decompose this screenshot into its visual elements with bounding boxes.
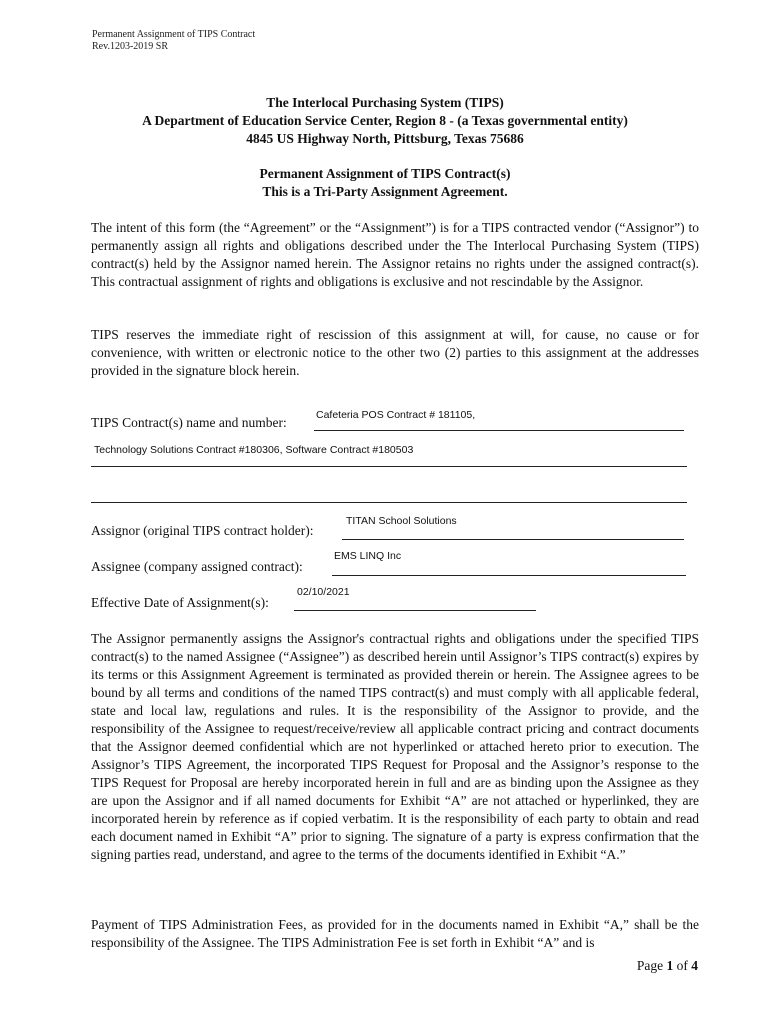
assignee-line — [332, 575, 686, 576]
org-department: A Department of Education Service Center, Region 8 - (a Texas governmental entity) — [142, 113, 628, 128]
doc-title: Permanent Assignment of TIPS Contract(s) — [259, 166, 511, 181]
assignee-value[interactable]: EMS LINQ Inc — [334, 550, 402, 562]
header-revision: Rev.1203-2019 SR — [92, 41, 169, 52]
rescission-paragraph: TIPS reserves the immediate right of rescission of this assignment at will, for cause, no cause or for convenience, with written or electronic notice to the other two (2) parties to this assignment at the addresses provided in the signature block herein. — [91, 327, 699, 378]
contracts-line-2 — [91, 466, 687, 467]
doc-subtitle: This is a Tri-Party Assignment Agreement. — [262, 184, 508, 199]
date-label: Effective Date of Assignment(s): — [91, 595, 269, 610]
contracts-line-1 — [314, 430, 684, 431]
assignor-value[interactable]: TITAN School Solutions — [346, 515, 457, 527]
page-of: of — [676, 958, 688, 973]
page-current: 1 — [666, 958, 674, 973]
date-value[interactable]: 02/10/2021 — [297, 586, 350, 598]
page-total: 4 — [691, 958, 698, 973]
assignor-line — [342, 539, 684, 540]
contracts-label: TIPS Contract(s) name and number: — [91, 415, 287, 430]
org-address: 4845 US Highway North, Pittsburg, Texas 75686 — [246, 131, 524, 146]
assignee-label: Assignee (company assigned contract): — [91, 559, 303, 574]
contracts-line-3 — [91, 502, 687, 503]
page-number — [637, 958, 698, 974]
page-word: Page — [636, 958, 664, 973]
payment-paragraph: Payment of TIPS Administration Fees, as provided for in the documents named in Exhibit “A,” shall be the responsibility of the Assignee. The TIPS Administration Fee is set forth in Exhibit “A” and is — [91, 917, 699, 950]
assignor-label: Assignor (original TIPS contract holder): — [91, 523, 314, 538]
assignment-paragraph: The Assignor permanently assigns the Assignor's contractual rights and obligations under the specified TIPS contract(s) to the named Assignee (“Assignee”) as described herein until Assignor’s TIPS contract(s) expires by its terms or this Assignment Agreement is terminated as provided therein or herein. The Assignee agrees to be bound by all terms and conditions of the named TIPS contract(s) and must comply with all applicable federal, state and local law, regulations and rules. It is the responsibility of the Assignor to provide, and the responsibility of the Assignee to request/receive/review all applicable contract pricing and contract documents that the Assignor deemed confidential which are not hyperlinked or attached hereto prior to execution. The Assignor’s TIPS Agreement, the incorporated TIPS Request for Proposal and the Assignor’s response to the TIPS Request for Proposal are hereby incorporated herein in full and are as binding upon the Assignee as they are upon the Assignor and if all named documents for Exhibit “A” are not attached or hyperlinked, they are incorporated herein by reference as if copied verbatim. It is the responsibility of each party to obtain and read each document named in Exhibit “A” prior to signing. The signature of a party is express confirmation that the signing parties read, understand, and agree to the terms of the documents identified in Exhibit “A.” — [91, 631, 699, 862]
date-line — [294, 610, 536, 611]
header-title: Permanent Assignment of TIPS Contract — [92, 29, 256, 40]
contracts-value-2[interactable]: Technology Solutions Contract #180306, Software Contract #180503 — [94, 444, 414, 456]
contracts-value-1[interactable]: Cafeteria POS Contract # 181105, — [316, 409, 476, 421]
org-name: The Interlocal Purchasing System (TIPS) — [266, 95, 504, 110]
intent-paragraph: The intent of this form (the “Agreement” or the “Assignment”) is for a TIPS contracted vendor (“Assignor”) to permanently assign all rights and obligations described under the The Interlocal Purchasing System (TIPS) contract(s) held by the Assignor named herein. The Assignor retains no rights under the assigned contract(s). This contractual assignment of rights and obligations is exclusive and not rescindable by the Assignor. — [91, 220, 699, 289]
